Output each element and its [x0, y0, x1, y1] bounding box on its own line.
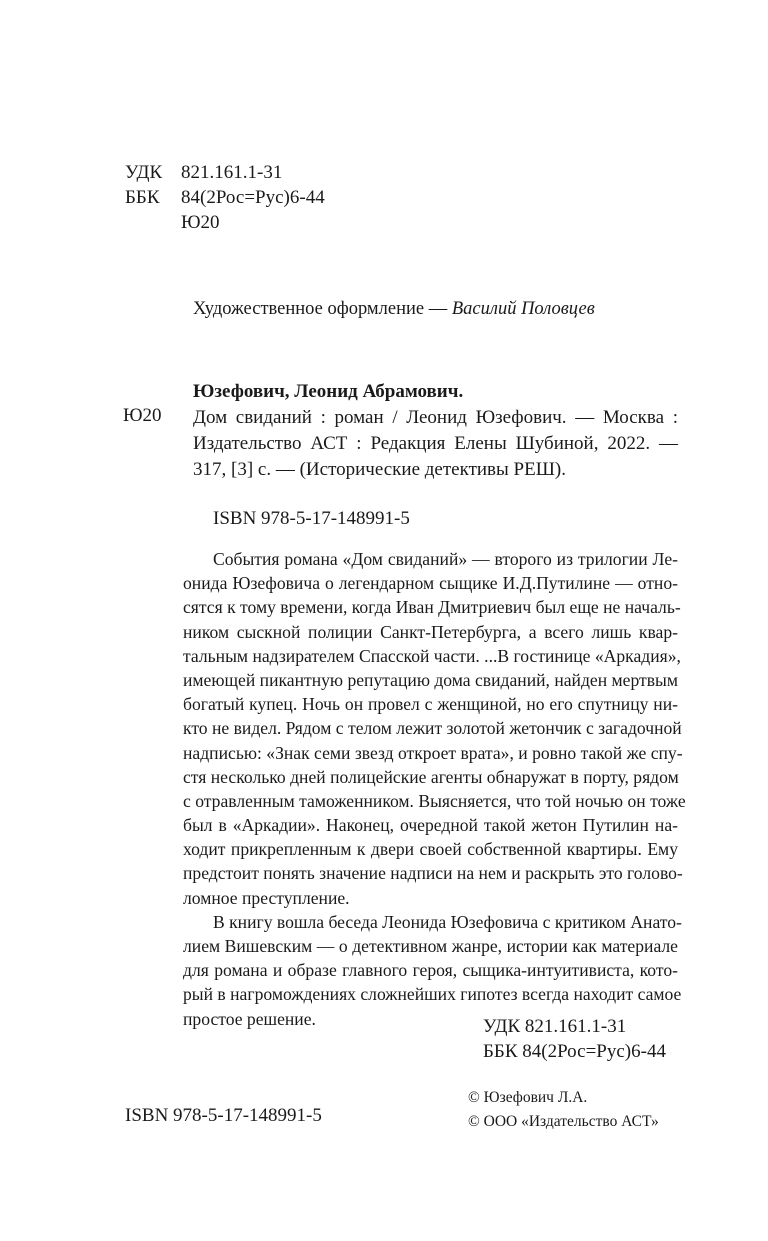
udc-key: УДК	[125, 162, 163, 183]
annotation-line: имеющей пикантную репутацию дома свиданий, найден мертвым	[183, 669, 678, 690]
biblio-line: Дом свиданий : роман / Леонид Юзефович. — Москва :	[193, 407, 678, 428]
design-credit-label: Художественное оформление —	[193, 299, 448, 319]
design-credit	[193, 299, 595, 320]
isbn-bottom: ISBN 978-5-17-148991-5	[125, 1105, 322, 1126]
annotation-line: для романа и образе главного героя, сыщика-интуитивиста, кото-	[183, 960, 678, 981]
author-mark-key	[125, 210, 181, 235]
annotation-line: рый в нагромождениях сложнейших гипотез всегда находит самое	[183, 984, 682, 1005]
bbk-row	[125, 185, 325, 210]
design-credit-name: Василий Половцев	[451, 299, 595, 319]
udc-row	[125, 160, 325, 185]
annotation-line: с отравленным таможенником. Выясняется, что той ночью он тоже	[183, 790, 686, 811]
annotation-line: лием Вишевским — о детективном жанре, истории как материале	[183, 936, 678, 956]
bottom-classification-codes	[483, 1014, 666, 1064]
annotation-line: стя несколько дней полицейские агенты обнаружат в порту, рядом	[183, 766, 679, 787]
biblio-line: 317, [3] с. — (Исторические детективы РЕШ).	[193, 459, 566, 480]
bottom-udc: УДК 821.161.1-31	[483, 1016, 627, 1037]
annotation-line: События романа «Дом свиданий» — второго из трилогии Ле-	[213, 549, 678, 569]
author-mark-value: Ю20	[181, 212, 220, 233]
annotation-line: ходит прикрепленным к двери своей собственной квартиры. Ему	[183, 839, 678, 860]
isbn-record-line: ISBN 978-5-17-148991-5	[213, 508, 410, 529]
annotation-line: простое решение.	[183, 1008, 316, 1029]
bbk-key: ББК	[125, 187, 160, 208]
classification-codes	[125, 160, 325, 235]
annotation-line: тальным надзирателем Спасской части. ...В гостинице «Аркадия»,	[183, 645, 681, 666]
annotation-line: надписью: «Знак семи звезд откроет врата», и ровно такой же спу-	[183, 742, 683, 763]
annotation-line: ником сыскной полиции Санкт-Петербурга, а всего лишь квар-	[183, 621, 678, 642]
annotation-line: был в «Аркадии». Наконец, очередной такой жетон Путилин на-	[183, 815, 678, 836]
copyright-author: © Юзефович Л.А.	[468, 1089, 588, 1106]
author-mark-row	[125, 210, 325, 235]
author-heading: Юзефович, Леонид Абрамович.	[193, 381, 464, 402]
copyright-block	[468, 1086, 659, 1134]
side-author-mark: Ю20	[123, 405, 162, 426]
annotation-line: сятся к тому времени, когда Иван Дмитриевич был еще не началь-	[183, 597, 681, 618]
annotation-line: кто не видел. Рядом с телом лежит золотой жетончик с загадочной	[183, 718, 682, 739]
biblio-line: Издательство АСТ : Редакция Елены Шубиной, 2022. —	[193, 433, 678, 454]
copyright-publisher: © ООО «Издательство АСТ»	[468, 1113, 659, 1130]
udc-value: 821.161.1-31	[181, 162, 283, 183]
annotation-line: предстоит понять значение надписи на нем и раскрыть это голово-	[183, 863, 683, 884]
annotation-line: В книгу вошла беседа Леонида Юзефовича с критиком Анато-	[213, 911, 682, 932]
bottom-bbk: ББК 84(2Рос=Рус)6-44	[483, 1041, 666, 1062]
annotation	[183, 547, 686, 1031]
bbk-value: 84(2Рос=Рус)6-44	[181, 187, 325, 208]
annotation-line: богатый купец. Ночь он провел с женщиной, но его спутницу ни-	[183, 694, 678, 715]
annotation-line: ломное преступление.	[183, 887, 350, 908]
annotation-line: онида Юзефовича о легендарном сыщике И.Д.Путилине — отно-	[183, 573, 678, 594]
bibliographic-record	[193, 405, 678, 483]
